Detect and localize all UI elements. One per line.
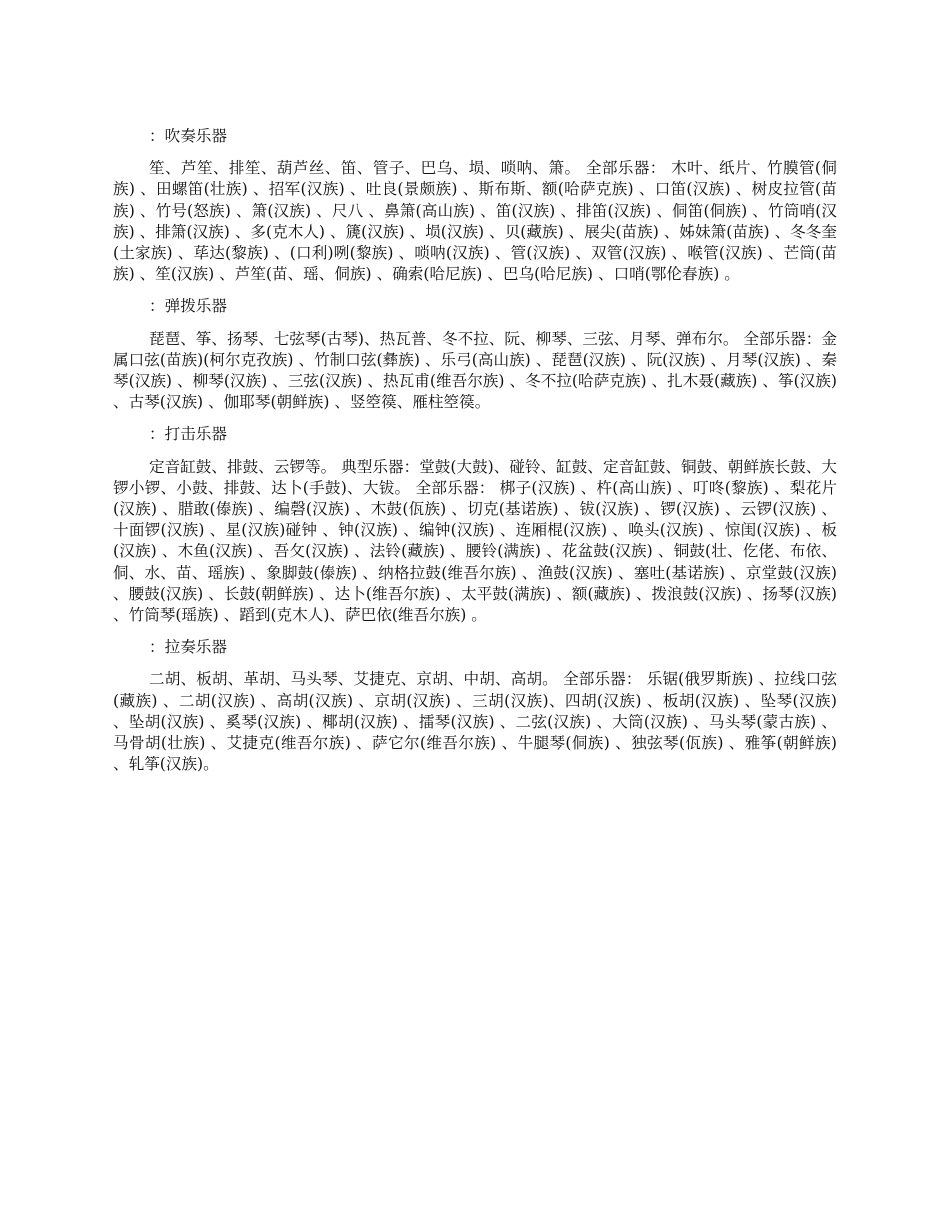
section-heading: ：弹拨乐器	[149, 297, 227, 316]
section-paragraph: 定音缸鼓、排鼓、云锣等。 典型乐器：堂鼓(大鼓)、碰铃、缸鼓、定音缸鼓、铜鼓、朝鲜族长鼓、大锣小锣、小鼓、排鼓、达卜(手鼓)、大钹。 全部乐器： 梆子(汉族) 、杵(高山族) 、叮咚(黎族) 、梨花片(汉族) 、腊敢(傣族) 、编磬(汉族) 、木鼓(佤族) 、切克(基诺族) 、钹(汉族) 、锣(汉族) 、云锣(汉族) 、十面锣(汉族) 、星(汉族)碰钟 、钟(汉族) 、编钟(汉族) 、连厢棍(汉族) 、唤头(汉族) 、惊闺(汉族) 、板(汉族) 、木鱼(汉族) 、吾攵(汉族) 、法铃(藏族) 、腰铃(满族) 、花盆鼓(汉族) 、铜鼓(壮、仡佬、布依、侗、水、苗、瑶族) 、象脚鼓(傣族) 、纳格拉鼓(维吾尔族) 、渔鼓(汉族) 、塞吐(基诺族) 、京堂鼓(汉族) 、腰鼓(汉族) 、长鼓(朝鲜族) 、达卜(维吾尔族) 、太平鼓(满族) 、额(藏族) 、拨浪鼓(汉族) 、扬琴(汉族) 、竹筒琴(瑶族) 、蹈到(克木人)、萨巴依(维吾尔族) 。	[113, 457, 837, 625]
section-heading: ：拉奏乐器	[149, 638, 227, 657]
section-percussion-instruments	[113, 424, 837, 626]
section-heading: ：吹奏乐器	[149, 127, 227, 145]
document-page	[113, 126, 837, 786]
section-heading: ：打击乐器	[149, 425, 227, 444]
section-bowed-instruments	[113, 637, 837, 775]
section-wind-instruments	[113, 126, 837, 285]
section-paragraph: 二胡、板胡、革胡、马头琴、艾捷克、京胡、中胡、高胡。 全部乐器： 乐锯(俄罗斯族) 、拉线口弦(藏族) 、二胡(汉族) 、高胡(汉族) 、京胡(汉族) 、三胡(汉族)、四胡(汉族) 、板胡(汉族) 、坠琴(汉族) 、坠胡(汉族) 、奚琴(汉族) 、椰胡(汉族) 、擂琴(汉族) 、二弦(汉族) 、大筒(汉族) 、马头琴(蒙古族) 、马骨胡(壮族) 、艾捷克(维吾尔族) 、萨它尔(维吾尔族) 、牛腿琴(侗族) 、独弦琴(佤族) 、雅筝(朝鲜族) 、轧筝(汉族)。	[113, 670, 837, 774]
section-plucked-instruments	[113, 296, 837, 413]
section-paragraph: 笙、芦笙、排笙、葫芦丝、笛、管子、巴乌、埙、唢呐、箫。 全部乐器： 木叶、纸片、竹膜管(侗族) 、田螺笛(壮族) 、招军(汉族) 、吐良(景颇族) 、斯布斯、额(哈萨克族) 、口笛(汉族) 、树皮拉管(苗族) 、竹号(怒族) 、箫(汉族) 、尺八 、鼻箫(高山族) 、笛(汉族) 、排笛(汉族) 、侗笛(侗族) 、竹筒哨(汉族) 、排箫(汉族) 、多(克木人) 、篪(汉族) 、埙(汉族) 、贝(藏族) 、展尖(苗族) 、姊妹箫(苗族) 、冬冬奎(土家族) 、荜达(黎族) 、(口利)咧(黎族) 、唢呐(汉族) 、管(汉族) 、双管(汉族) 、喉管(汉族) 、芒筒(苗族) 、笙(汉族) 、芦笙(苗、瑶、侗族) 、确索(哈尼族) 、巴乌(哈尼族) 、口哨(鄂伦春族) 。	[113, 159, 837, 284]
section-paragraph: 琵琶、筝、扬琴、七弦琴(古琴)、热瓦普、冬不拉、阮、柳琴、三弦、月琴、弹布尔。 全部乐器：金属口弦(苗族)(柯尔克孜族) 、竹制口弦(彝族) 、乐弓(高山族) 、琵琶(汉族) 、阮(汉族) 、月琴(汉族) 、秦琴(汉族) 、柳琴(汉族) 、三弦(汉族) 、热瓦甫(维吾尔族) 、冬不拉(哈萨克族) 、扎木聂(藏族) 、筝(汉族) 、古琴(汉族) 、伽耶琴(朝鲜族) 、竖箜篌、雁柱箜篌。	[113, 329, 837, 412]
